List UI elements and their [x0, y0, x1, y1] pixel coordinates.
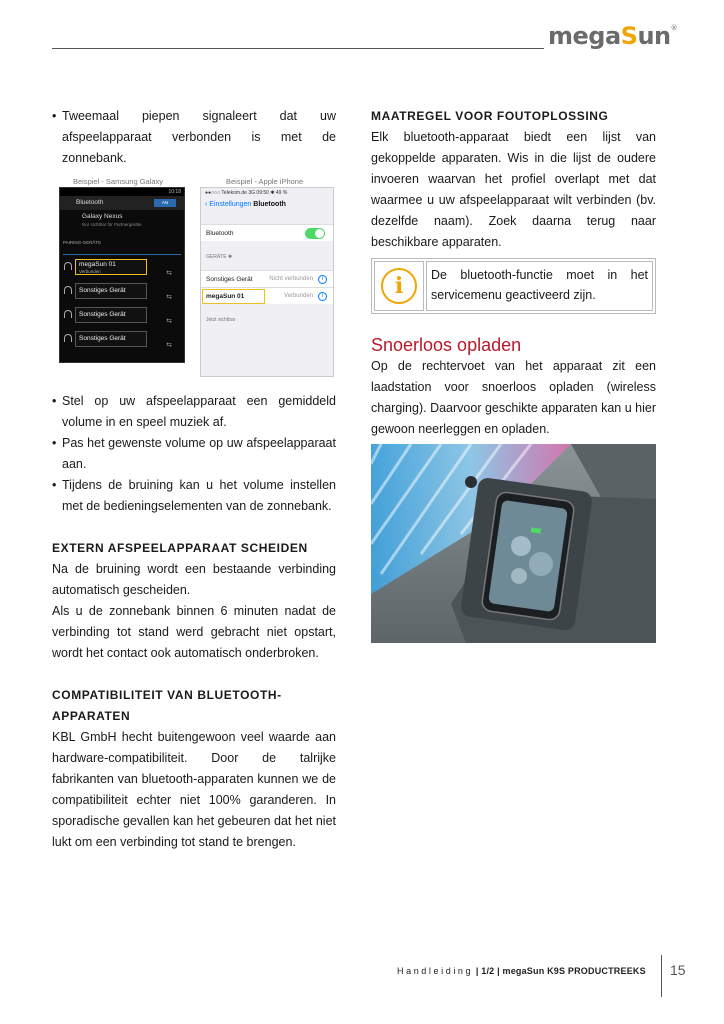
info-text: De bluetooth-functie moet in het servicemenu geactiveerd zijn.	[426, 261, 653, 311]
iphone-device-name: megaSun 01	[206, 293, 245, 300]
android-section-label: PAIRING-GERÄTE	[63, 232, 181, 255]
left-column	[52, 106, 336, 853]
footer-text	[397, 966, 646, 976]
iphone-device-state: Verbunden	[283, 293, 313, 299]
iphone-device-name: Sonstiges Gerät	[206, 276, 253, 283]
settings-icon: ⇆	[166, 342, 172, 349]
highlight-frame	[202, 289, 265, 304]
section-heading: MAATREGEL VOOR FOUTOPLOSSING	[371, 109, 609, 123]
headphones-icon	[64, 334, 72, 342]
android-row-box	[75, 259, 147, 275]
paragraph: Na de bruining wordt een bestaande verbinding automatisch gescheiden.	[52, 562, 336, 597]
headphones-icon	[64, 262, 72, 270]
header-rule	[52, 48, 544, 49]
android-title-bar	[60, 196, 184, 210]
footer-product: | 1/2 | megaSun K9S PRODUCTREEKS	[473, 966, 646, 976]
bluetooth-switch	[305, 228, 325, 239]
iphone-screenshot	[200, 187, 334, 377]
android-status-bar: 10:18	[60, 188, 184, 196]
paragraph: Als u de zonnebank binnen 6 minuten nadat de verbinding tot stand werd gebracht niet opstart, wordt het contact ook automatisch onderbroken.	[52, 604, 336, 660]
wireless-charging-photo	[371, 444, 656, 643]
bullet-item: • Stel op uw afspeelapparaat een gemiddeld volume in en speel muziek af.	[52, 391, 336, 433]
iphone-device-row	[201, 287, 333, 304]
headphones-icon	[64, 286, 72, 294]
iphone-bt-label: Bluetooth	[206, 230, 234, 237]
iphone-back-link: ‹ Einstellungen	[205, 201, 252, 208]
iphone-device-row	[201, 270, 333, 287]
info-icon-cell	[374, 261, 424, 311]
bullet-list	[52, 391, 336, 517]
android-row	[60, 255, 184, 279]
android-row-box: Sonstiges Gerät	[75, 331, 147, 347]
page-number: 15	[670, 962, 686, 978]
info-icon: i	[381, 268, 417, 304]
caption-android: Beispiel - Samsung Galaxy	[73, 177, 164, 186]
iphone-section-label: GERÄTE ✺	[206, 254, 233, 260]
settings-icon: ⇆	[166, 318, 172, 325]
right-column	[371, 106, 656, 643]
iphone-status-bar: ●●○○○ Telekom.de 3G 09:50 ✱ 49 %	[205, 190, 288, 196]
bullet-item: • Tweemaal piepen signaleert dat uw afspeelapparaat verbonden is met de zonnebank.	[52, 106, 336, 169]
android-row-box: Sonstiges Gerät	[75, 307, 147, 323]
bullet-item: • Tijdens de bruining kan u het volume instellen met de bedieningselementen van de zonnebank.	[52, 475, 336, 517]
footer-label: Handleiding	[397, 966, 474, 976]
charging-station-illustration	[371, 444, 656, 643]
info-icon: i	[318, 292, 327, 301]
footer-divider	[661, 955, 662, 997]
section-title: Snoerloos opladen	[371, 335, 522, 355]
android-device	[60, 210, 184, 232]
caption-iphone: Beispiel - Apple iPhone	[226, 177, 304, 186]
settings-icon: ⇆	[166, 294, 172, 301]
iphone-nav-bar	[201, 198, 333, 212]
iphone-bt-cell	[201, 224, 333, 241]
iphone-footer-label: Jetzt sichtbar	[206, 317, 236, 323]
android-row-sub: Verbunden	[79, 269, 101, 274]
android-row-name: megaSun 01	[79, 261, 116, 268]
spinner-icon: ✺	[227, 254, 233, 260]
android-device-sub: Nur sichtbar für Partnergeräte	[82, 222, 142, 227]
android-row	[60, 303, 184, 327]
info-box	[371, 258, 656, 314]
paragraph: Elk bluetooth-apparaat biedt een lijst van gekoppelde apparaten. Wis in die lijst de oudere invoeren waarvan het profiel overlapt met dat waarmee u uw afspeelapparaat wilt verbinden (bv. dezelfde naam). Zoek daarna terug naar beschikbare apparaten.	[371, 130, 656, 249]
section-heading: EXTERN AFSPEELAPPARAAT SCHEIDEN	[52, 541, 308, 555]
paragraph: KBL GmbH hecht buitengewoon veel waarde aan hardware-compatibiliteit. Door de talrijke fabrikanten van bluetooth-apparaten kunnen we de compatibiliteit echter niet 100% garanderen. In sporadische gevallen kan het gebeuren dat het niet lukt om een verbinding tot stand te brengen.	[52, 730, 336, 849]
iphone-device-state: Nicht verbunden	[269, 276, 313, 282]
phone-icon	[64, 310, 72, 318]
paragraph: Op de rechtervoet van het apparaat zit een laadstation voor snoerloos opladen (wireless charging). Daarvoor geschikte apparaten kan u hier gewoon neerleggen en opladen.	[371, 359, 656, 436]
android-row	[60, 279, 184, 303]
android-bt-toggle: AN	[154, 199, 176, 207]
info-icon: i	[318, 275, 327, 284]
section-heading: COMPATIBILITEIT VAN BLUETOOTH-APPARATEN	[52, 688, 282, 723]
android-row	[60, 327, 184, 351]
android-title: Bluetooth	[76, 199, 104, 206]
iphone-title: Bluetooth	[253, 201, 286, 208]
bullet-item: • Pas het gewenste volume op uw afspeelapparaat aan.	[52, 433, 336, 475]
bullet-list-intro	[52, 106, 336, 169]
android-device-name: Galaxy Nexus	[82, 213, 123, 220]
settings-icon: ⇆	[166, 270, 172, 277]
megasun-logo: megaSun®	[548, 22, 678, 50]
android-row-box: Sonstiges Gerät	[75, 283, 147, 299]
phone-screenshots	[52, 171, 336, 383]
android-screenshot	[59, 187, 185, 363]
